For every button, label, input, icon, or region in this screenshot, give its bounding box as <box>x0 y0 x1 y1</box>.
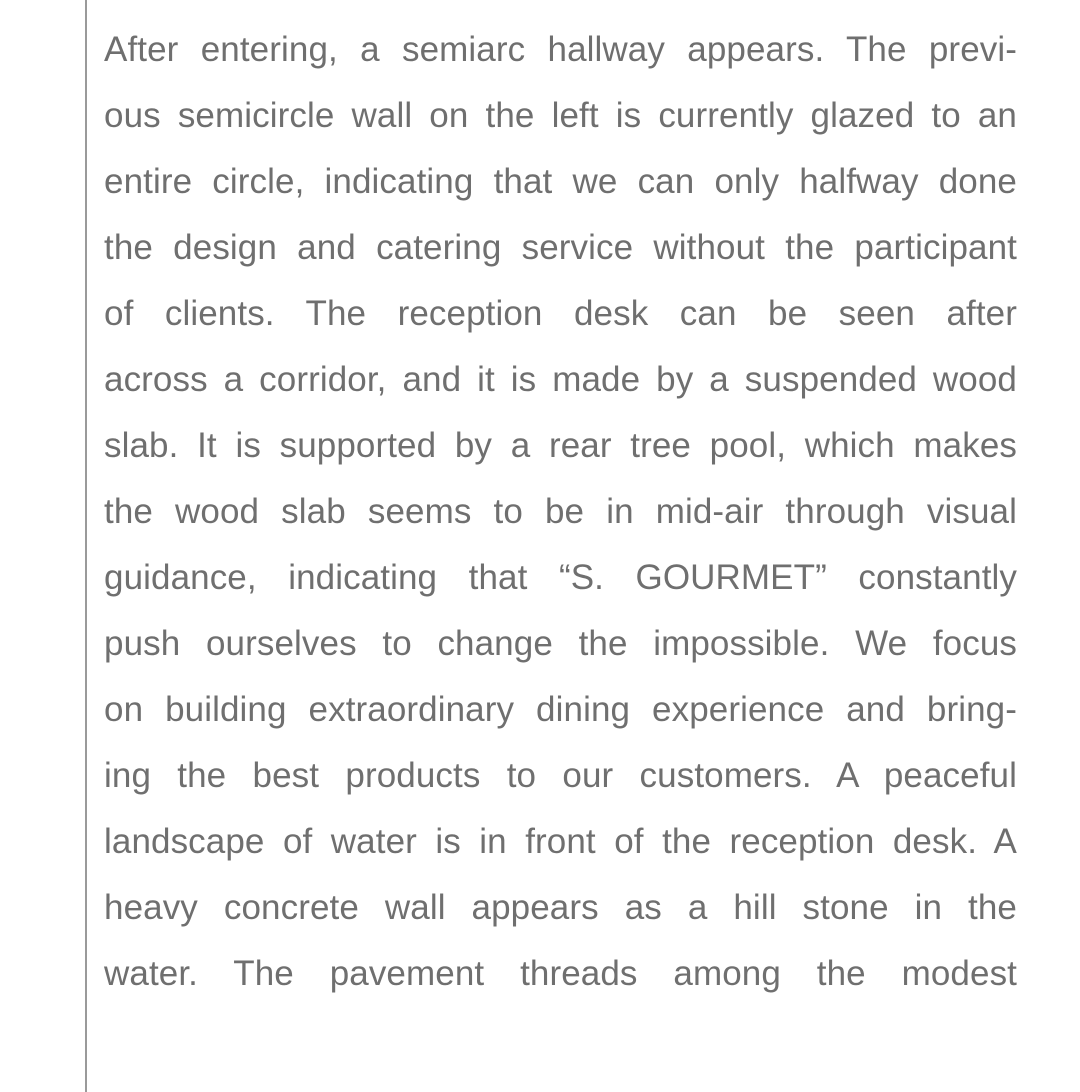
article-line: heavy concrete wall appears as a hill stone in the <box>104 888 1017 927</box>
article-line: on building extraordinary dining experience and bring- <box>104 690 1017 729</box>
article-line: landscape of water is in front of the reception desk. A <box>104 822 1017 861</box>
article-body <box>104 17 1017 1007</box>
article-line: the design and catering service without the participant <box>104 228 1017 267</box>
article-line: across a corridor, and it is made by a suspended wood <box>104 360 1017 399</box>
article-line: the wood slab seems to be in mid-air through visual <box>104 492 1017 531</box>
article-line: After entering, a semiarc hallway appears. The previ- <box>104 30 1017 69</box>
article-line: ous semicircle wall on the left is currently glazed to an <box>104 96 1017 135</box>
article-line: of clients. The reception desk can be seen after <box>104 294 1017 333</box>
left-margin-rule <box>85 0 87 1092</box>
article-line: entire circle, indicating that we can only halfway done <box>104 162 1017 201</box>
article-line: ing the best products to our customers. A peaceful <box>104 756 1017 795</box>
article-line: guidance, indicating that “S. GOURMET” constantly <box>104 558 1017 597</box>
article-line: slab. It is supported by a rear tree pool, which makes <box>104 426 1017 465</box>
article-line: push ourselves to change the impossible. We focus <box>104 624 1017 663</box>
article-line: water. The pavement threads among the modest <box>104 954 1017 993</box>
